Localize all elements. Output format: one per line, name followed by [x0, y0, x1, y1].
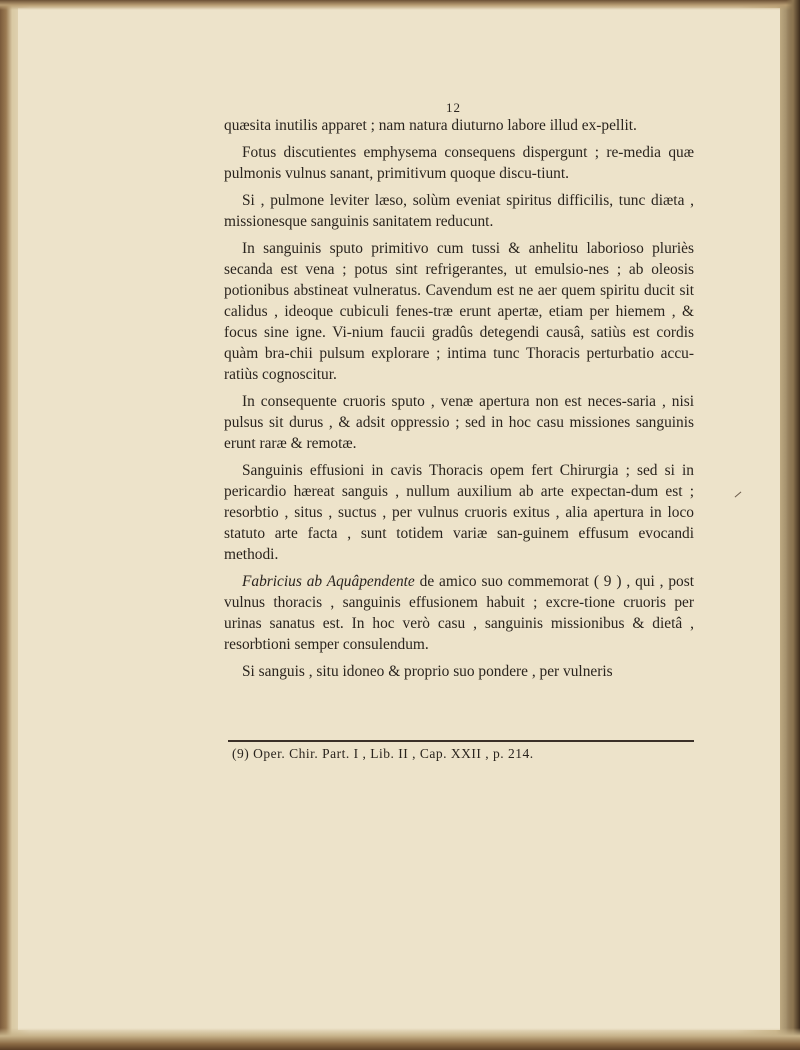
paragraph-fabricius	[224, 570, 694, 655]
bottom-edge-shadow	[0, 1028, 800, 1050]
paragraph: quæsita inutilis apparet ; nam natura diuturno labore illud ex-pellit.	[224, 117, 637, 134]
footnote-rule	[228, 740, 694, 742]
paragraph: Fotus discutientes emphysema consequens dispergunt ; re-media quæ pulmonis vulnus sanant, primitivum quoque discu-tiunt.	[224, 144, 694, 182]
paragraph: Sanguinis effusioni in cavis Thoracis opem fert Chirurgia ; sed si in pericardio hæreat sanguis , nullum auxilium ab arte expectan-dum est ; resorbtio , situs , suctus , per vulnus cruoris exitus , alia apertura in loco statuto arte facta , sunt totidem variæ san-guinem effusum evocandi methodi.	[224, 462, 694, 563]
right-binding-edge	[786, 0, 800, 1050]
paragraph-last: Si sanguis , situ idoneo & proprio suo pondere , per vulneris	[242, 663, 613, 680]
cited-author: Fabricius ab Aquâpendente	[242, 573, 415, 590]
paragraph: Si , pulmone leviter læso, solùm eveniat spiritus difficilis, tunc diæta , missionesque sanguinis sanitatem reducunt.	[224, 192, 694, 230]
paragraph: In consequente cruoris sputo , venæ apertura non est neces-saria , nisi pulsus sit durus , & adsit oppressio ; sed in hoc casu missiones sanguinis erunt raræ & remotæ.	[224, 393, 694, 452]
paragraph: In sanguinis sputo primitivo cum tussi & anhelitu laborioso pluriès secanda est vena ; potus sint refrigerantes, ut emulsio-nes ; ab oleosis potionibus abstineat vulneratus. Cavendum est ne aer quem spiritu ducit sit calidus , ideoque cubiculi fenes-træ erunt apertæ, etiam per hiemem , & focus sine igne. Vi-nium faucii gradûs detegendi causâ, satiùs est cordis quàm bra-chii pulsum explorare ; intima tunc Thoracis perturbatio accu-ratiùs cognoscitur.	[224, 240, 694, 383]
footnote: (9) Oper. Chir. Part. I , Lib. II , Cap. XXII , p. 214.	[232, 746, 534, 761]
page-number: 12	[446, 100, 461, 115]
paragraph-fabricius-text: de amico suo commemorat ( 9 ) , qui , post vulnus thoracis , sanguinis effusionem habuit ; excre-tione cruoris per urinas sanatus est. In hoc verò casu , sanguinis missionibus & dietâ , resorbtioni semper consulendum.	[224, 573, 694, 653]
top-edge-shadow	[0, 0, 800, 10]
body-text	[224, 114, 694, 682]
